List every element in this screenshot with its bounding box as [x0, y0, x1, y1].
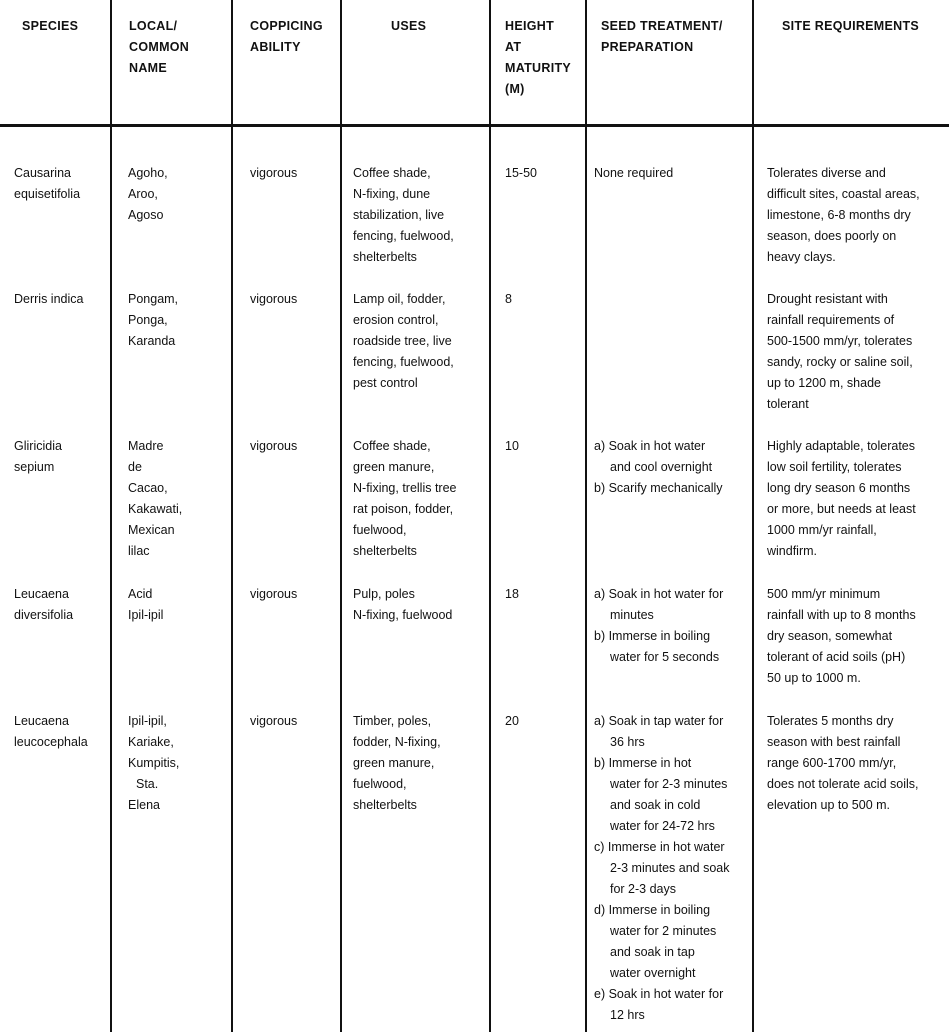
cell-line: a) Soak in hot water — [594, 439, 706, 453]
cell-species — [14, 584, 73, 626]
header-species — [22, 16, 78, 37]
cell-site-requirements — [767, 584, 916, 689]
header-line: SEED TREATMENT/ — [601, 19, 723, 33]
cell-line: Acid — [128, 587, 153, 601]
cell-line: rat poison, fodder, — [353, 502, 454, 516]
cell-line: Coffee shade, — [353, 439, 431, 453]
header-coppicing — [250, 16, 323, 58]
header-line: (M) — [505, 82, 525, 96]
cell-line: vigorous — [250, 166, 298, 180]
header-site-requirements — [782, 16, 919, 37]
cell-line: rainfall requirements of — [767, 313, 895, 327]
header-line: COMMON — [129, 40, 190, 54]
cell-coppicing — [250, 584, 297, 605]
column-divider — [585, 0, 587, 1032]
cell-line: Leucaena — [14, 714, 69, 728]
cell-line: Aroo, — [128, 187, 158, 201]
cell-line: Agoso — [128, 208, 164, 222]
cell-line: sandy, rocky or saline soil, — [767, 355, 913, 369]
cell-line: d) Immerse in boiling — [594, 903, 711, 917]
cell-species — [14, 711, 88, 753]
cell-line: Pongam, — [128, 292, 179, 306]
cell-line: Tolerates 5 months dry — [767, 714, 894, 728]
cell-line: 1000 mm/yr rainfall, — [767, 523, 877, 537]
cell-line: N-fixing, fuelwood — [353, 608, 453, 622]
cell-line: Ponga, — [128, 313, 168, 327]
cell-height — [505, 584, 519, 605]
cell-line: up to 1200 m, shade — [767, 376, 881, 390]
cell-line: and soak in tap — [610, 945, 695, 959]
cell-local-name — [128, 711, 179, 816]
header-line: COPPICING — [250, 19, 323, 33]
cell-line: Ipil-ipil — [128, 608, 164, 622]
cell-species — [14, 163, 80, 205]
cell-line: fencing, fuelwood, — [353, 355, 454, 369]
cell-line: fodder, N-fixing, — [353, 735, 441, 749]
cell-line: 15-50 — [505, 166, 537, 180]
column-divider — [752, 0, 754, 1032]
cell-line: Madre — [128, 439, 164, 453]
cell-line: green manure, — [353, 460, 435, 474]
cell-coppicing — [250, 436, 297, 457]
cell-line: for 2-3 days — [610, 882, 677, 896]
cell-line: fuelwood, — [353, 777, 407, 791]
cell-line: 12 hrs — [610, 1008, 645, 1022]
column-divider — [110, 0, 112, 1032]
header-line: USES — [391, 19, 427, 33]
cell-line: Causarina — [14, 166, 71, 180]
cell-line: vigorous — [250, 292, 298, 306]
cell-seed-treatment — [594, 436, 723, 499]
cell-line: Derris indica — [14, 292, 84, 306]
cell-line: 50 up to 1000 m. — [767, 671, 861, 685]
cell-line: Karanda — [128, 334, 176, 348]
cell-line: or more, but needs at least — [767, 502, 916, 516]
cell-local-name — [128, 436, 182, 562]
cell-line: Ipil-ipil, — [128, 714, 167, 728]
cell-line: water for 2 minutes — [610, 924, 717, 938]
cell-line: pest control — [353, 376, 418, 390]
cell-line: water overnight — [610, 966, 696, 980]
cell-line: 20 — [505, 714, 519, 728]
cell-uses — [353, 289, 454, 394]
cell-line: heavy clays. — [767, 250, 836, 264]
cell-line: Coffee shade, — [353, 166, 431, 180]
header-line: SPECIES — [22, 19, 79, 33]
cell-height — [505, 711, 519, 732]
cell-line: water for 2-3 minutes — [610, 777, 728, 791]
cell-line: minutes — [610, 608, 654, 622]
cell-line: e) Soak in hot water for — [594, 987, 724, 1001]
cell-line: a) Soak in hot water for — [594, 587, 724, 601]
header-line: LOCAL/ — [129, 19, 178, 33]
header-line: NAME — [129, 61, 168, 75]
cell-seed-treatment — [594, 711, 730, 1026]
cell-line: Drought resistant with — [767, 292, 888, 306]
column-divider — [340, 0, 342, 1032]
cell-line: Kakawati, — [128, 502, 183, 516]
cell-line: water for 5 seconds — [610, 650, 720, 664]
cell-line: Gliricidia — [14, 439, 62, 453]
cell-line: b) Scarify mechanically — [594, 481, 723, 495]
header-height — [505, 16, 571, 100]
cell-line: leucocephala — [14, 735, 88, 749]
header-line: HEIGHT — [505, 19, 555, 33]
cell-line: 500 mm/yr minimum — [767, 587, 881, 601]
cell-line: dry season, somewhat — [767, 629, 893, 643]
cell-line: Kumpitis, — [128, 756, 180, 770]
header-line: MATURITY — [505, 61, 572, 75]
cell-line: b) Immerse in hot — [594, 756, 692, 770]
cell-uses — [353, 163, 454, 268]
header-line: ABILITY — [250, 40, 301, 54]
cell-line: 500-1500 mm/yr, tolerates — [767, 334, 913, 348]
header-line: AT — [505, 40, 522, 54]
cell-line: and soak in cold — [610, 798, 701, 812]
header-rule — [0, 124, 949, 127]
cell-line: windfirm. — [767, 544, 818, 558]
cell-line: Elena — [128, 798, 160, 812]
cell-line: Tolerates diverse and — [767, 166, 886, 180]
cell-coppicing — [250, 163, 297, 184]
cell-uses — [353, 711, 441, 816]
cell-line: erosion control, — [353, 313, 439, 327]
cell-line: vigorous — [250, 587, 298, 601]
cell-coppicing — [250, 289, 297, 310]
cell-line: long dry season 6 months — [767, 481, 911, 495]
cell-line: Agoho, — [128, 166, 168, 180]
cell-line: rainfall with up to 8 months — [767, 608, 916, 622]
header-uses — [391, 16, 426, 37]
cell-line: does not tolerate acid soils, — [767, 777, 919, 791]
cell-line: diversifolia — [14, 608, 74, 622]
cell-site-requirements — [767, 163, 920, 268]
cell-line: Timber, poles, — [353, 714, 432, 728]
cell-height — [505, 289, 512, 310]
cell-seed-treatment — [594, 163, 673, 184]
cell-line: b) Immerse in boiling — [594, 629, 711, 643]
cell-line: de — [128, 460, 142, 474]
cell-line: 36 hrs — [610, 735, 645, 749]
cell-line: a) Soak in tap water for — [594, 714, 724, 728]
cell-line: Pulp, poles — [353, 587, 415, 601]
cell-line: 10 — [505, 439, 519, 453]
column-divider — [489, 0, 491, 1032]
cell-line: elevation up to 500 m. — [767, 798, 890, 812]
cell-line: shelterbelts — [353, 798, 417, 812]
cell-line: roadside tree, live — [353, 334, 452, 348]
cell-uses — [353, 584, 452, 626]
cell-line: equisetifolia — [14, 187, 81, 201]
cell-line: limestone, 6-8 months dry — [767, 208, 911, 222]
cell-line: Leucaena — [14, 587, 69, 601]
cell-line: shelterbelts — [353, 544, 417, 558]
header-seed-treatment — [601, 16, 723, 58]
cell-line: tolerant of acid soils (pH) — [767, 650, 906, 664]
cell-line: tolerant — [767, 397, 809, 411]
cell-line: Highly adaptable, tolerates — [767, 439, 916, 453]
cell-line: Kariake, — [128, 735, 174, 749]
cell-line: 18 — [505, 587, 519, 601]
cell-line: fuelwood, — [353, 523, 407, 537]
cell-coppicing — [250, 711, 297, 732]
cell-line: stabilization, live — [353, 208, 445, 222]
cell-line: Sta. — [136, 777, 159, 791]
cell-line: green manure, — [353, 756, 435, 770]
cell-line: vigorous — [250, 714, 298, 728]
cell-line: season, does poorly on — [767, 229, 897, 243]
cell-line: c) Immerse in hot water — [594, 840, 725, 854]
cell-height — [505, 436, 519, 457]
cell-line: water for 24-72 hrs — [610, 819, 715, 833]
header-line: PREPARATION — [601, 40, 694, 54]
cell-line: Lamp oil, fodder, — [353, 292, 446, 306]
cell-line: N-fixing, trellis tree — [353, 481, 457, 495]
cell-line: 2-3 minutes and soak — [610, 861, 730, 875]
cell-height — [505, 163, 537, 184]
cell-line: None required — [594, 166, 674, 180]
header-line: SITE REQUIREMENTS — [782, 19, 920, 33]
cell-line: sepium — [14, 460, 55, 474]
column-divider — [231, 0, 233, 1032]
cell-line: range 600-1700 mm/yr, — [767, 756, 897, 770]
cell-site-requirements — [767, 289, 913, 415]
cell-line: N-fixing, dune — [353, 187, 431, 201]
cell-local-name — [128, 289, 178, 352]
cell-seed-treatment — [594, 584, 723, 668]
cell-line: fencing, fuelwood, — [353, 229, 454, 243]
cell-line: 8 — [505, 292, 512, 306]
cell-line: difficult sites, coastal areas, — [767, 187, 920, 201]
cell-species — [14, 289, 83, 310]
cell-line: Cacao, — [128, 481, 168, 495]
cell-line: vigorous — [250, 439, 298, 453]
cell-local-name — [128, 584, 163, 626]
cell-line: low soil fertility, tolerates — [767, 460, 902, 474]
cell-line: season with best rainfall — [767, 735, 901, 749]
cell-site-requirements — [767, 436, 916, 562]
cell-line: lilac — [128, 544, 150, 558]
cell-line: and cool overnight — [610, 460, 713, 474]
cell-line: shelterbelts — [353, 250, 417, 264]
cell-line: Mexican — [128, 523, 175, 537]
cell-species — [14, 436, 62, 478]
cell-local-name — [128, 163, 168, 226]
cell-site-requirements — [767, 711, 918, 816]
header-local-name — [129, 16, 189, 79]
cell-uses — [353, 436, 457, 562]
